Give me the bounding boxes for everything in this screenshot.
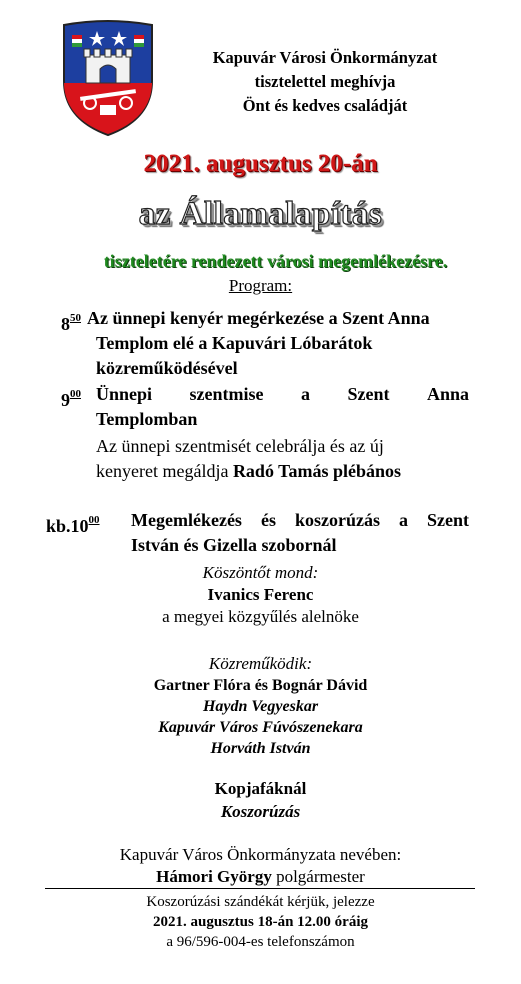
contributor-4: Horváth István bbox=[210, 740, 311, 757]
kopjafa-place: Kopjafáknál bbox=[214, 779, 307, 798]
footer-line-1: Koszorúzási szándékát kérjük, jelezze bbox=[146, 894, 375, 910]
item-1-continuation: Templom elé a Kapuvári Lóbarátok közreműködésével bbox=[96, 333, 373, 378]
item-1-time: $8^{50}$ bbox=[61, 312, 81, 334]
contributors-label: Közreműködik: bbox=[208, 654, 313, 673]
header-line-3: Önt és kedves családját bbox=[242, 96, 408, 115]
footer-phone: a 96/596-004-es telefonszámon bbox=[166, 934, 355, 950]
celebration-note: Az ünnepi szentmisét celebrálja és az új kenyeret megáldja Radó Tamás plébános bbox=[96, 436, 402, 481]
signature-name: Hámori György polgármester bbox=[156, 867, 365, 886]
footer-deadline: 2021. augusztus 18-án 12.00 óráig bbox=[152, 914, 369, 930]
invitation-header bbox=[160, 46, 490, 118]
greeting-role: a megyei közgyűlés alelnöke bbox=[162, 607, 359, 626]
contributor-3: Kapuvár Város Fúvószenekara bbox=[158, 719, 363, 736]
coat-of-arms-icon bbox=[60, 19, 156, 138]
event-subtitle: tiszteletére rendezett városi megemlékezésre. bbox=[103, 251, 448, 271]
item-3-text: Megemlékezés és koszorúzás a Szent bbox=[131, 510, 469, 530]
kopjafa-action: Koszorúzás bbox=[220, 802, 301, 821]
contributor-1: Gartner Flóra és Bognár Dávid bbox=[153, 677, 368, 694]
item-2-continuation: Templomban bbox=[96, 409, 198, 429]
header-line-1: Kapuvár Városi Önkormányzat bbox=[212, 48, 438, 67]
divider bbox=[45, 888, 475, 889]
greeting-name: Ivanics Ferenc bbox=[207, 585, 314, 604]
item-3-continuation: István és Gizella szobornál bbox=[131, 535, 337, 555]
item-2-text: Ünnepi szentmise a Szent Anna bbox=[96, 384, 469, 404]
signature-line: Kapuvár Város Önkormányzata nevében: bbox=[119, 845, 402, 864]
priest-name: Radó Tamás plébános bbox=[232, 461, 402, 481]
event-title: az Államalapítás bbox=[138, 196, 383, 232]
item-3-time: $kb.10^{00}$ bbox=[46, 514, 100, 536]
header-line-2: tisztelettel meghívja bbox=[254, 72, 396, 91]
greeting-label: Köszöntőt mond: bbox=[202, 563, 319, 582]
event-date: 2021. augusztus 20-án bbox=[143, 150, 378, 177]
program-label: Program: bbox=[228, 276, 293, 295]
item-2-time: $9^{00}$ bbox=[61, 388, 81, 410]
contributor-2: Haydn Vegyeskar bbox=[202, 698, 319, 715]
item-1-text: Az ünnepi kenyér megérkezése a Szent Anna bbox=[87, 308, 430, 328]
